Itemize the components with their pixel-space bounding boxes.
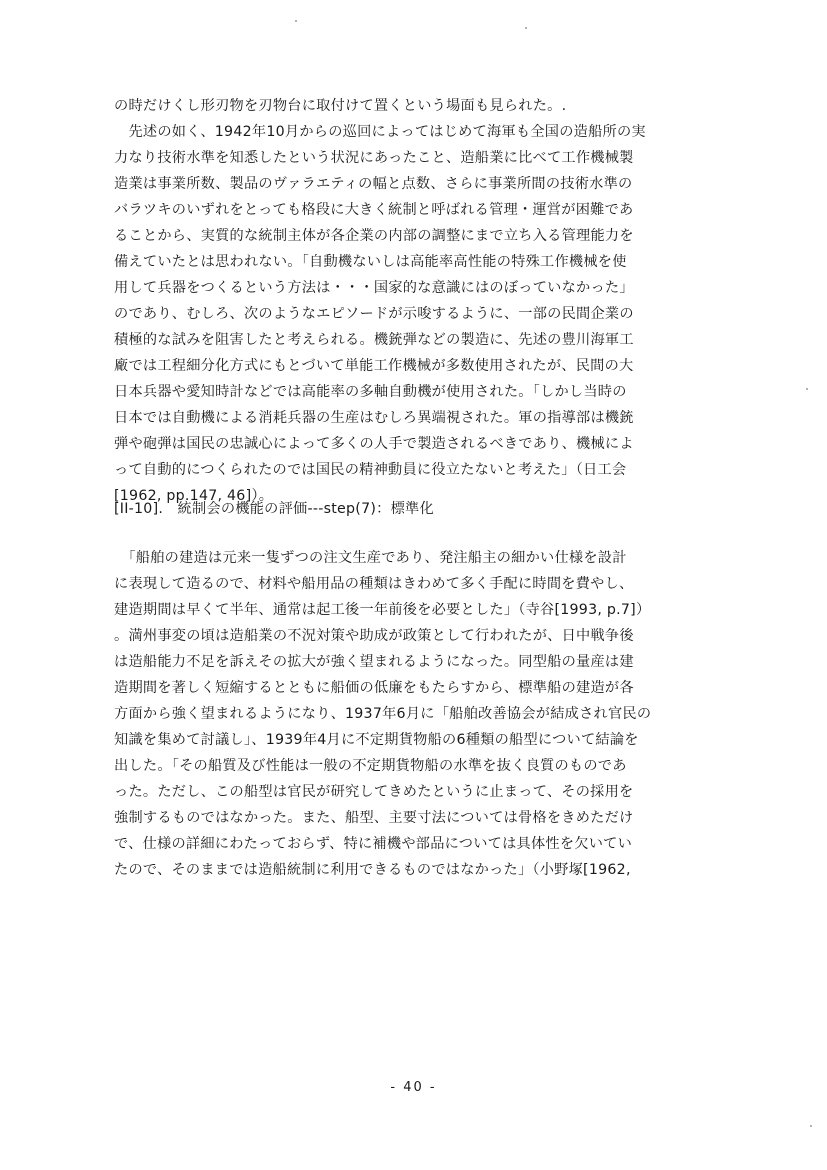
text-line-citation: [1962, pp.147, 46]）。 [114, 488, 274, 504]
page-number: - 40 - [390, 1080, 437, 1095]
text-line: 知識を集めて討議し」、1939年4月に不定期貨物船の6種類の船型について結論を [114, 732, 639, 748]
scan-speck [525, 27, 527, 29]
text-line: 。満州事変の頃は造船業の不況対策や助成が政策として行われたが、日中戦争後 [114, 628, 634, 644]
scan-speck [810, 1125, 812, 1127]
text-line: 備えていたとは思われない。「自動機ないしは高能率高性能の特殊工作機械を使 [114, 254, 627, 270]
text-line: 力なり技術水準を知悉したという状況にあったこと、造船業に比べて工作機械製 [114, 150, 634, 166]
text-line: のであり、むしろ、次のようなエピソードが示唆するように、一部の民間企業の [114, 306, 634, 322]
text-line: 日本では自動機による消耗兵器の生産はむしろ異端視された。軍の指導部は機銃 [114, 410, 634, 426]
text-line: 先述の如く、1942年10月からの巡回によってはじめて海軍も全国の造船所の実 [114, 124, 646, 140]
text-line: 積極的な試みを阻害したと考えられる。機銃弾などの製造に、先述の豊川海軍工 [114, 332, 634, 348]
text-line: 方面から強く望まれるようになり、1937年6月に「船舶改善協会が結成され官民の [114, 706, 652, 722]
text-line: った。ただし、この船型は官民が研究してきめたというに止まって、その採用を [114, 784, 634, 800]
text-line: で、仕様の詳細にわたっておらず、特に補機や部品については具体性を欠いてい [114, 836, 633, 852]
text-line: 建造期間は早くて半年、通常は起工後一年前後を必要とした」（寺谷[1993, p.7]） [114, 602, 651, 618]
text-line: 出した。「その船質及び性能は一般の不定期貨物船の水準を抜く良質のものであ [114, 758, 627, 774]
text-line: って自動的につくられたのでは国民の精神動員に役立たないと考えた」（日工会 [114, 462, 627, 478]
text-line: 造期間を著しく短縮するとともに船価の低廉をもたらすから、標準船の建造が各 [114, 680, 634, 696]
text-line: 日本兵器や愛知時計などでは高能率の多軸自動機が使用された。「しかし当時の [114, 384, 627, 400]
scan-speck [295, 20, 297, 22]
text-line: 造業は事業所数、製品のヴァラエティの幅と点数、さらに事業所間の技術水準の [114, 176, 633, 192]
section-heading: [II-10]. 統制会の機能の評価---step(7)：標準化 [114, 501, 434, 517]
text-line: ることから、実質的な統制主体が各企業の内部の調整にまで立ち入る管理能力を [114, 228, 634, 244]
text-line: 廠では工程細分化方式にもとづいて単能工作機械が多数使用されたが、民間の大 [114, 358, 634, 374]
text-line: 「船舶の建造は元来一隻ずつの注文生産であり、発注船主の細かい仕様を設計 [114, 550, 627, 566]
text-line: たので、そのままでは造船統制に利用できるものではなかった」（小野塚[1962, [114, 862, 631, 878]
text-line: 強制するものではなかった。また、船型、主要寸法については骨格をきめただけ [114, 810, 634, 826]
text-line: 用して兵器をつくるという方法は・・・国家的な意識にはのぼっていなかった」 [114, 280, 634, 296]
text-line: 弾や砲弾は国民の忠誠心によって多くの人手で製造されるべきであり、機械によ [114, 436, 634, 452]
text-line: の時だけくし形刃物を刃物台に取付けて置くという場面も見られた。. [114, 98, 567, 114]
text-line: に表現して造るので、材料や船用品の種類はきわめて多く手配に時間を費やし、 [114, 576, 634, 592]
text-line: バラツキのいずれをとっても格段に大きく統制と呼ばれる管理・運営が困難であ [114, 202, 634, 218]
scan-speck [806, 388, 808, 390]
text-line: は造船能力不足を訴えその拡大が強く望まれるようになった。同型船の量産は建 [114, 654, 634, 670]
